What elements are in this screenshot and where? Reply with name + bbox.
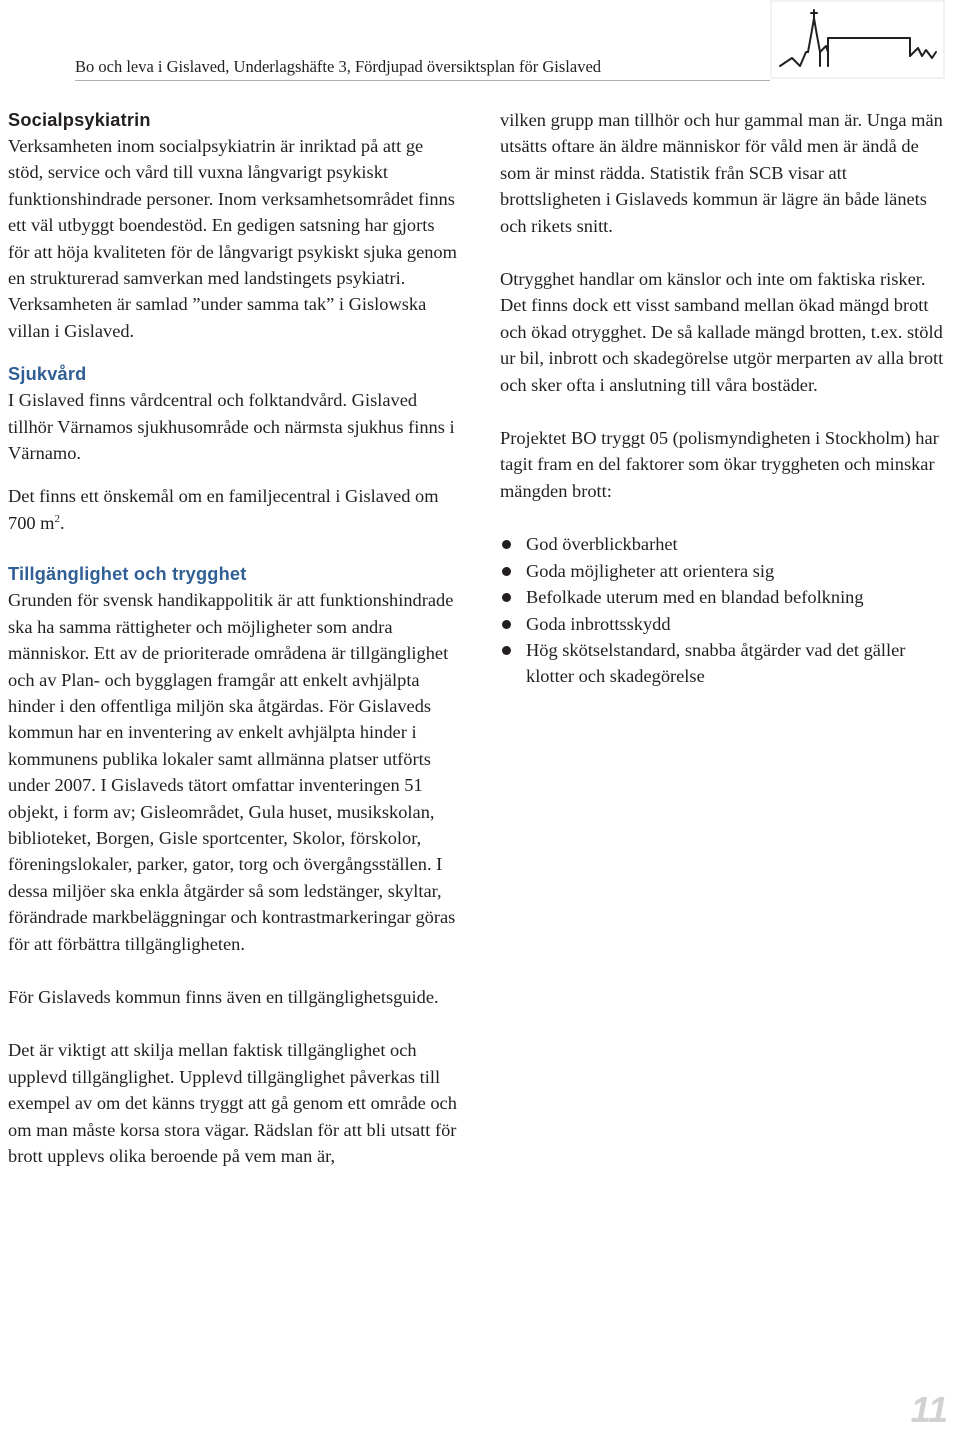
- paragraph-continued: vilken grupp man tillhör och hur gammal man är. Unga män utsätts oftare än äldre människor för våld men är ändå de som är minst rädda. Statistik från SCB visar att brottsligheten i Gislaveds kommun är lägre än både länets och rikets snitt.: [500, 110, 943, 236]
- list-item-text: Befolkade uterum med en blandad befolkning: [526, 587, 864, 608]
- list-item: [500, 531, 950, 557]
- heading-socialpsykiatrin: Socialpsykiatrin: [8, 110, 151, 130]
- list-item: [500, 611, 950, 637]
- paragraph-bo-tryggt: Projektet BO tryggt 05 (polismyndigheten i Stockholm) har tagit fram en del faktorer som ökar tryggheten och minskar mängden brott:: [500, 428, 939, 501]
- superscript-2: 2: [54, 512, 60, 525]
- gislaved-church-logo-icon: [770, 0, 945, 80]
- paragraph-sjukvard: I Gislaved finns vårdcentral och folktandvård. Gislaved tillhör Värnamos sjukhusområde och närmsta sjukhus finns i Värnamo.: [8, 390, 455, 464]
- bullet-icon: [502, 567, 511, 576]
- section-sjukvard: [8, 361, 458, 536]
- list-item-text: Goda inbrottsskydd: [526, 613, 671, 634]
- heading-sjukvard: Sjukvård: [8, 364, 87, 385]
- familjecentral-period: .: [60, 512, 65, 533]
- list-item: [500, 584, 950, 610]
- header-rule: [75, 80, 770, 81]
- paragraph-otrygghet: Otrygghet handlar om känslor och inte om faktiska risker. Det finns dock ett visst samband mellan ökad mängd brott och ökad otrygghet. De så kallade mängd brotten, t.ex. stöld ur bil, inbrott och skadegörelse utgör merparten av alla brott och sker ofta i anslutning till våra bostäder.: [500, 269, 944, 395]
- trygghet-factor-list: [500, 531, 950, 689]
- left-column: [8, 107, 458, 1169]
- list-item-text: Goda möjligheter att orientera sig: [526, 560, 775, 581]
- list-item-text: God överblickbarhet: [526, 534, 678, 555]
- heading-tillganglighet: Tillgänglighet och trygghet: [8, 564, 247, 585]
- paragraph-socialpsykiatrin: Verksamheten inom socialpsykiatrin är inriktad på att ge stöd, service och vård till vuxna långvarigt psykiskt funktionshindrade personer. Inom verksamhetsområdet finns ett väl utbyggt boendestöd. En gedigen satsning har gjorts för att höja kvaliteten för de långvarigt psykiskt sjuka genom en strukturerad samverkan med landstingets psykiatri. Verksamheten är samlad ”under samma tak” i Gislowska villan i Gislaved.: [8, 136, 457, 341]
- list-item-text: Hög skötselstandard, snabba åtgärder vad det gäller klotter och skadegörelse: [526, 639, 906, 687]
- paragraph-tillganglighetsguide: För Gislaveds kommun finns även en tillgänglighetsguide.: [8, 986, 439, 1007]
- section-tillganglighet: [8, 561, 458, 1169]
- right-column: [500, 107, 950, 690]
- page-number: 11: [910, 1389, 948, 1430]
- bullet-icon: [502, 540, 511, 549]
- running-header: Bo och leva i Gislaved, Underlagshäfte 3, Fördjupad översiktsplan för Gislaved: [75, 57, 602, 76]
- paragraph-faktisk-upplevd: Det är viktigt att skilja mellan faktisk tillgänglighet och upplevd tillgänglighet. Upplevd tillgänglighet påverkas till exempel av om det känns tryggt att gå genom ett område och om man måste korsa stora vägar. Rädslan för att bli utsatt för brott upplevs olika beroende på vem man är,: [8, 1040, 457, 1166]
- bullet-icon: [502, 646, 511, 655]
- list-item: [500, 637, 950, 690]
- bullet-icon: [502, 620, 511, 629]
- paragraph-tillganglighet: Grunden för svensk handikappolitik är att funktionshindrade ska ha samma rättigheter och möjligheter som andra människor. Ett av de prioriterade områdena är tillgänglighet och av Plan- och bygglagen framgår att enkelt avhjälpta hinder i den offentliga miljön ska åtgärdas. För Gislaveds kommun har en inventering av enkelt avhjälpta hinder i kommunens publika lokaler samt allmänna platser utförts under 2007. I Gislaveds tätort omfattar inventeringen 51 objekt, i form av; Gisleområdet, Gula huset, musikskolan, biblioteket, Borgen, Gisle sportcenter, Skolor, förskolor, föreningslokaler, parker, gator, torg och övergångsställen. I dessa miljöer ska enkla åtgärder så som ledstänger, skyltar, förändrade markbeläggningar och kontrastmarkeringar göras för att förbättra tillgängligheten.: [8, 590, 456, 954]
- list-item: [500, 558, 950, 584]
- familjecentral-text: Det finns ett önskemål om en familjecentral i Gislaved om 700 m: [8, 486, 439, 533]
- paragraph-familjecentral: [8, 483, 458, 536]
- bullet-icon: [502, 593, 511, 602]
- section-socialpsykiatrin: [8, 107, 458, 344]
